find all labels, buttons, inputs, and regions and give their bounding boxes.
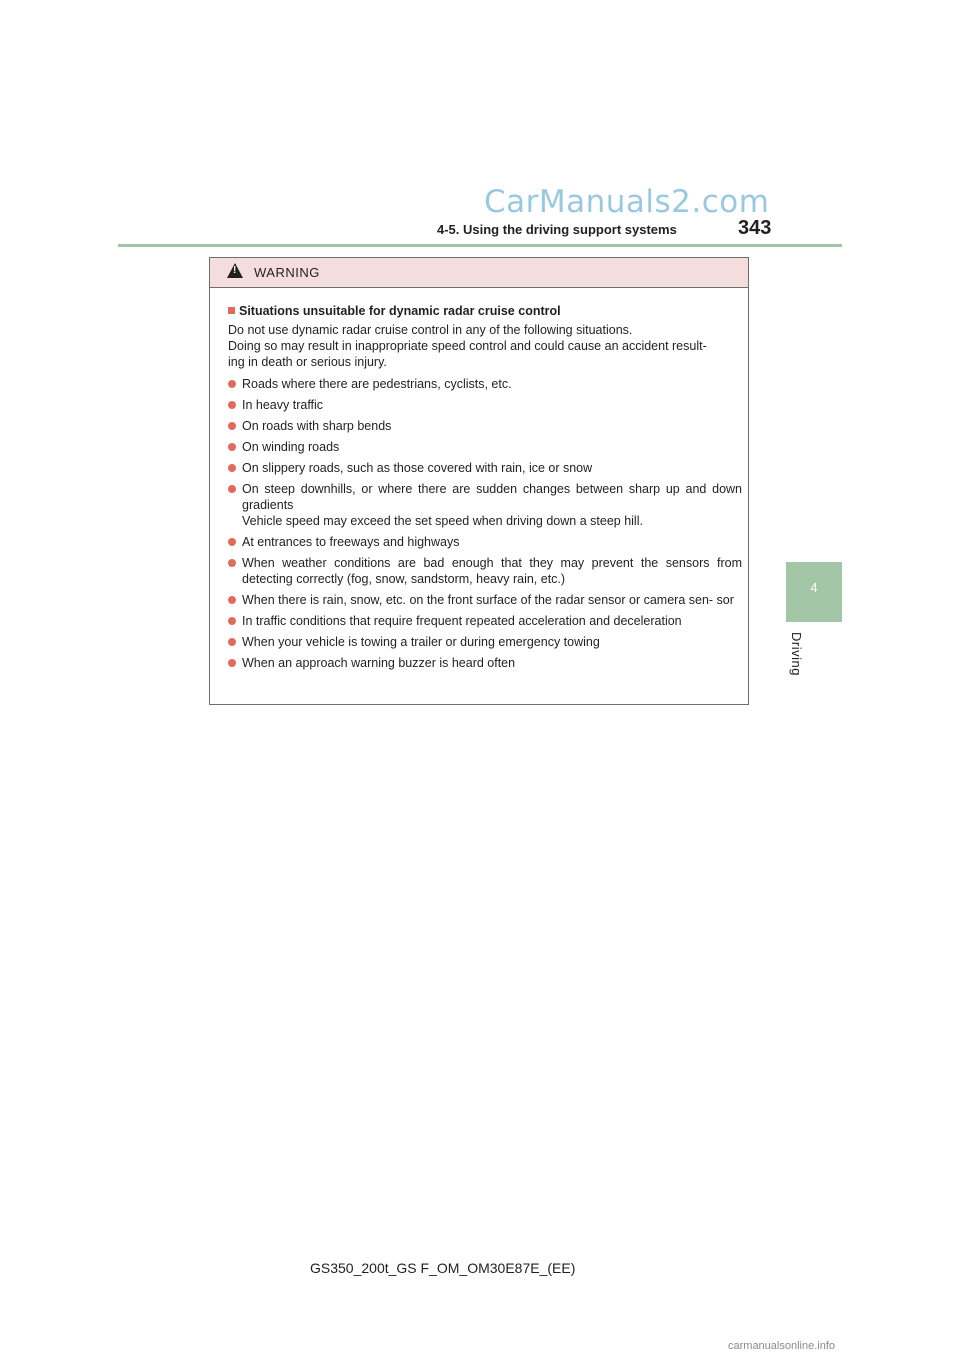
intro-line: Doing so may result in inappropriate speed control and could cause an accident result- bbox=[228, 339, 707, 353]
list-item bbox=[228, 534, 742, 550]
bullet-dot-icon bbox=[228, 638, 236, 646]
watermark-logo-top: CarManuals2.com bbox=[484, 184, 770, 220]
warning-intro bbox=[228, 322, 742, 370]
bullet-dot-icon bbox=[228, 443, 236, 451]
bullet-dot-icon bbox=[228, 422, 236, 430]
warning-body bbox=[210, 288, 748, 671]
section-header-title: 4-5. Using the driving support systems bbox=[437, 222, 677, 237]
list-item-text: When your vehicle is towing a trailer or during emergency towing bbox=[242, 635, 600, 649]
bullet-dot-icon bbox=[228, 596, 236, 604]
document-code: GS350_200t_GS F_OM_OM30E87E_(EE) bbox=[310, 1260, 576, 1276]
warning-section-title bbox=[228, 302, 742, 320]
warning-triangle-icon bbox=[227, 263, 243, 278]
warning-section-title-text: Situations unsuitable for dynamic radar cruise control bbox=[239, 304, 561, 318]
list-item-text: On winding roads bbox=[242, 440, 340, 454]
header-rule bbox=[118, 244, 842, 247]
list-item bbox=[228, 481, 742, 529]
bullet-dot-icon bbox=[228, 485, 236, 493]
watermark-bottom: carmanualsonline.info bbox=[728, 1340, 836, 1352]
bullet-dot-icon bbox=[228, 538, 236, 546]
chapter-tab-number: 4 bbox=[810, 580, 818, 595]
chapter-label: Driving bbox=[789, 632, 804, 676]
list-item bbox=[228, 655, 742, 671]
warning-box bbox=[209, 257, 749, 705]
list-item-text: In traffic conditions that require frequent repeated acceleration and deceleration bbox=[242, 614, 682, 628]
page-number: 343 bbox=[738, 217, 772, 239]
list-item bbox=[228, 592, 742, 608]
intro-line: Do not use dynamic radar cruise control in any of the following situations. bbox=[228, 323, 633, 337]
warning-list bbox=[228, 376, 742, 671]
list-item-text: On steep downhills, or where there are sudden changes between sharp up and down gradients bbox=[242, 482, 742, 512]
bullet-dot-icon bbox=[228, 559, 236, 567]
list-item bbox=[228, 418, 742, 434]
list-item-text: When weather conditions are bad enough that they may prevent the sensors from detecting correctly (fog, snow, sandstorm, heavy rain, etc.) bbox=[242, 556, 742, 586]
warning-header bbox=[210, 258, 748, 288]
list-item-text: When there is rain, snow, etc. on the front surface of the radar sensor or camera sen- sor bbox=[242, 593, 734, 607]
list-item bbox=[228, 634, 742, 650]
warning-label: WARNING bbox=[254, 265, 320, 280]
bullet-dot-icon bbox=[228, 401, 236, 409]
list-item-text: On slippery roads, such as those covered with rain, ice or snow bbox=[242, 461, 593, 475]
bullet-dot-icon bbox=[228, 617, 236, 625]
list-item bbox=[228, 460, 742, 476]
list-item-text: At entrances to freeways and highways bbox=[242, 535, 460, 549]
bullet-dot-icon bbox=[228, 659, 236, 667]
chapter-tab bbox=[786, 562, 842, 622]
list-item-text: On roads with sharp bends bbox=[242, 419, 392, 433]
list-item-subtext: Vehicle speed may exceed the set speed when driving down a steep hill. bbox=[242, 514, 643, 528]
intro-line: ing in death or serious injury. bbox=[228, 355, 387, 369]
square-bullet-icon bbox=[228, 307, 235, 314]
bullet-dot-icon bbox=[228, 464, 236, 472]
list-item-text: Roads where there are pedestrians, cyclists, etc. bbox=[242, 377, 512, 391]
list-item bbox=[228, 397, 742, 413]
list-item bbox=[228, 376, 742, 392]
list-item bbox=[228, 555, 742, 587]
list-item bbox=[228, 613, 742, 629]
list-item bbox=[228, 439, 742, 455]
list-item-text: When an approach warning buzzer is heard often bbox=[242, 656, 516, 670]
bullet-dot-icon bbox=[228, 380, 236, 388]
list-item-text: In heavy traffic bbox=[242, 398, 324, 412]
